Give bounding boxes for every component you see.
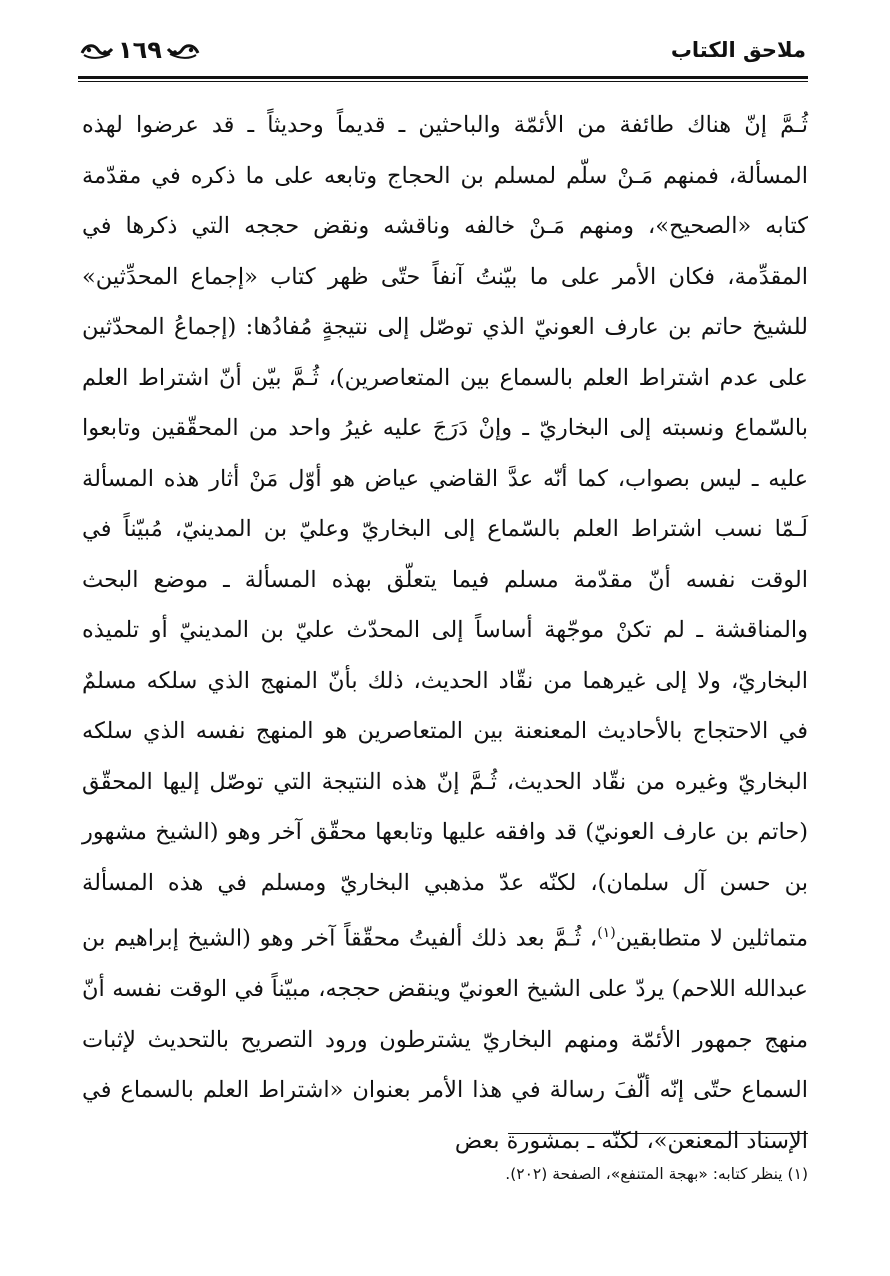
scroll-ornament-icon: [166, 40, 200, 60]
footnote-rule: [508, 1133, 808, 1134]
page-header: [80, 30, 806, 70]
body-text-continued: ، ثُـمَّ بعد ذلك ألفيتُ محقّقاً آخر وهو (الشيخ إبراهيم بن عبدالله اللاحم) يردّ على الشيخ العونيّ وينقض حججه، مبيّناً في الوقت نفسه أنّ منهج جمهور الأئمّة ومنهم البخاريّ يشترطون ورود التصريح بالتحديث لإثبات السماع حتّى إنّه ألّفَ رسالة في هذا الأمر بعنوان «اشتراط العلم بالسماع في الإسناد المعنعن»، لكنّه ـ بمشورة بعض: [82, 925, 808, 1154]
footnote: (١) ينظر كتابه: «بهجة المتنفع»، الصفحة (٢٠٢).: [505, 1165, 808, 1183]
page-number-ornament: [80, 36, 200, 64]
header-rule-thin: [78, 81, 808, 82]
footnote-marker: (١): [597, 925, 616, 941]
body-paragraph: [82, 100, 808, 1166]
body-text-main: ثُـمَّ إنّ هناك طائفة من الأئمّة والباحثين ـ قديماً وحديثاً ـ قد عرضوا لهذه المسألة، فمنهم مَـنْ سلّم لمسلم بن الحجاج وتابعه على ما ذكره في مقدّمة كتابه «الصحيح»، ومنهم مَـنْ خالفه وناقشه ونقض حججه التي ذكرها في المقدِّمة، فكان الأمر على ما بيّنتُ آنفاً حتّى ظهر كتاب «إجماع المحدِّثين» للشيخ حاتم بن عارف العونيّ الذي توصّل إلى نتيجةٍ مُفادُها: (إجماعُ المحدّثين على عدم اشتراط العلم بالسماع بين المتعاصرين)، ثُـمَّ بيّن أنّ اشتراط العلم بالسّماع ونسبته إلى البخاريّ ـ وإنْ دَرَجَ عليه غيرُ واحد من المحقّقين وتابعوا عليه ـ ليس بصواب، كما أنّه عدَّ القاضي عياض هو أوّل مَنْ أثار هذه المسألة لَـمّا نسب اشتراط العلم بالسّماع إلى البخاريّ وعليّ بن المدينيّ، مُبيّناً في الوقت نفسه أنّ مقدّمة مسلم فيما يتعلّق بهذه المسألة ـ موضع البحث والمناقشة ـ لم تكنْ موجّهة أساساً إلى المحدّث عليّ بن المدينيّ أو تلميذه البخاريّ، ولا إلى غيرهما من نقّاد الحديث، ذلك بأنّ المنهج الذي سلكه مسلمٌ في الاحتجاج بالأحاديث المعنعنة بين المتعاصرين هو المنهج نفسه الذي سلكه البخاريّ وغيره من نقّاد الحديث، ثُـمَّ إنّ هذه النتيجة التي توصّل إليها المحقّق (حاتم بن عارف العونيّ) قد وافقه عليها وتابعها محقّق آخر وهو (الشيخ مشهور بن حسن آل سلمان)، لكنّه عدّ مذهبي البخاريّ ومسلم في هذه المسألة متماثلين لا متطابقين: [82, 112, 809, 952]
header-rule: [78, 76, 808, 79]
page-number: ١٦٩: [118, 36, 162, 64]
scroll-ornament-icon: [80, 40, 114, 60]
running-title: ملاحق الكتاب: [670, 38, 806, 62]
